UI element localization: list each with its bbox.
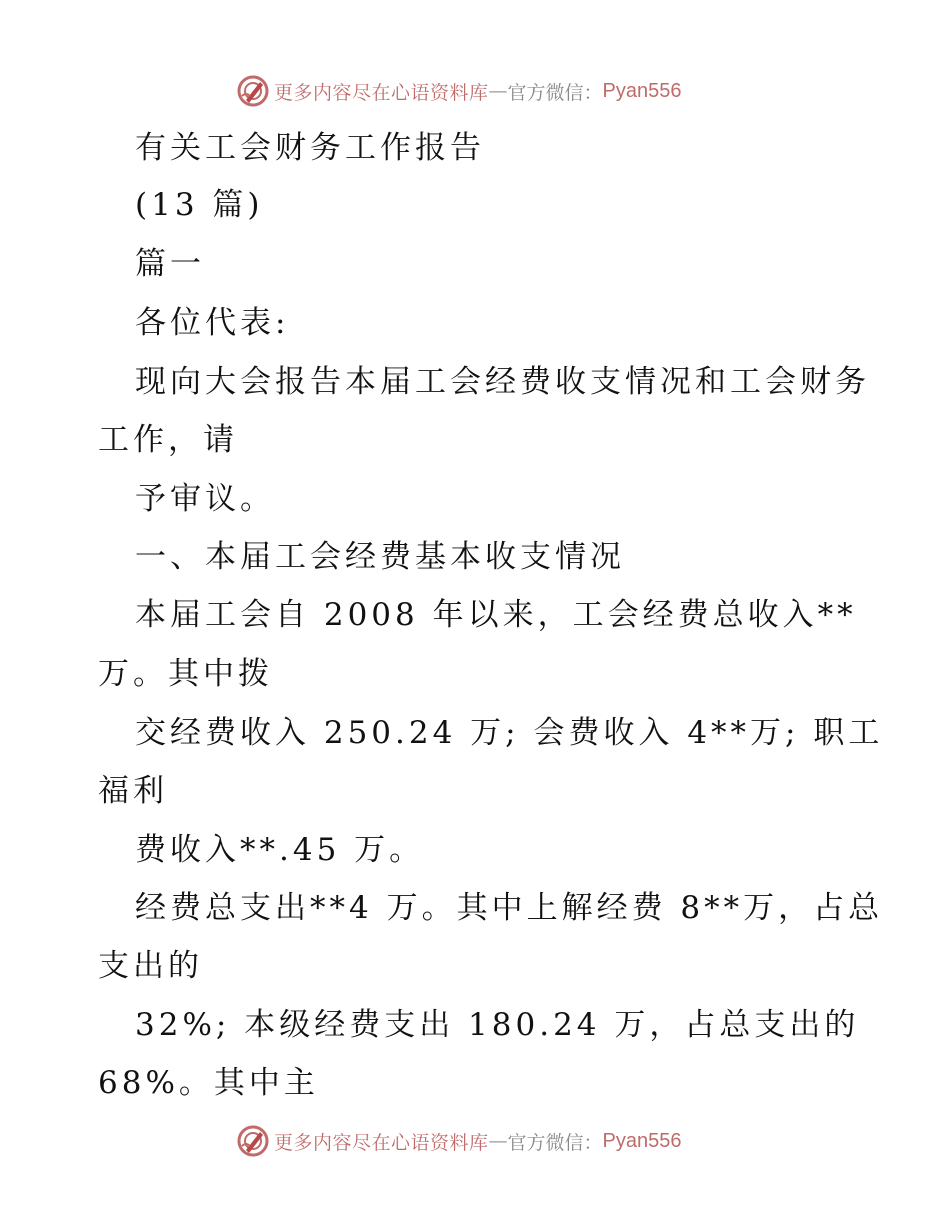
paragraph-line: 68%。其中主 — [98, 1065, 319, 1101]
subsection-heading: 一、本届工会经费基本收支情况 — [135, 539, 625, 575]
salutation: 各位代表: — [135, 305, 290, 341]
watermark-wechat-label: 官方微信： — [507, 1131, 603, 1154]
paragraph-line: 支出的 — [98, 948, 203, 984]
paragraph-line: 本届工会自 2008 年以来，工会经费总收入** — [135, 597, 857, 633]
pen-nib-circle-logo-icon — [236, 74, 270, 108]
watermark-text: 更多内容尽在心语资料库 — [274, 1131, 489, 1154]
paragraph-line: 32%; 本级经费支出 180.24 万，占总支出的 — [135, 1007, 860, 1043]
paragraph-line: 万。其中拨 — [98, 656, 273, 692]
watermark-wechat-id: Pyan556 — [602, 79, 682, 102]
pen-nib-circle-logo-icon — [236, 1124, 270, 1158]
watermark-separator: — — [488, 1130, 508, 1152]
document-title: 有关工会财务工作报告 — [135, 130, 485, 166]
watermark-wechat-label: 官方微信： — [507, 81, 603, 104]
watermark-wechat-id: Pyan556 — [602, 1129, 682, 1152]
watermark-text: 更多内容尽在心语资料库 — [274, 81, 489, 104]
paragraph-line: 交经费收入 250.24 万; 会费收入 4**万; 职工 — [135, 715, 884, 751]
paragraph-line: 现向大会报告本届工会经费收支情况和工会财务 — [135, 364, 870, 400]
section-heading: 篇一 — [135, 246, 205, 282]
footer-watermark — [236, 1121, 682, 1161]
paragraph-line: 工作，请 — [98, 422, 238, 458]
paragraph-line: 费收入**.45 万。 — [135, 832, 425, 868]
header-watermark — [236, 71, 682, 111]
paragraph-line: 经费总支出**4 万。其中上解经费 8**万，占总 — [135, 890, 884, 926]
paragraph-line: 福利 — [98, 773, 168, 809]
watermark-separator: — — [488, 80, 508, 102]
document-subtitle: (13 篇) — [135, 187, 264, 223]
paragraph-line: 予审议。 — [135, 481, 275, 517]
